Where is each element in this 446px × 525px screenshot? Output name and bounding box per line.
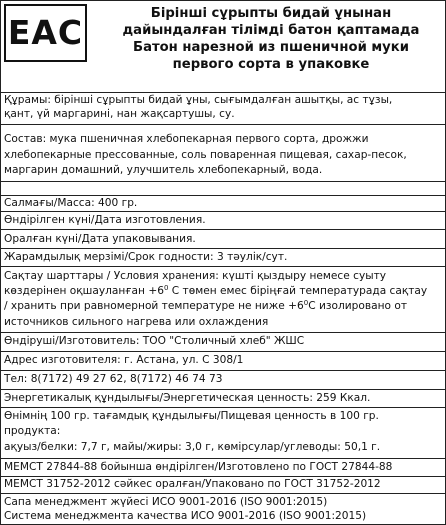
composition-kz-line-2: қант, үй маргарині, нан жақсартушы, су. [4,107,235,120]
storage-line-4: источников сильного нагрева или охлаждения [4,315,269,328]
storage-line-2-b: С төмен емес біріңғай температурада сақтау [168,285,428,298]
energy-row [1,390,445,408]
phone-row [1,371,445,390]
shelf-life-row [1,248,445,267]
address-row [1,352,445,371]
production-date-row [1,212,445,230]
storage-line-2-a: көздерінен оқшауланған +6 [4,285,164,298]
title-kz-line-2: дайындалған тілімді батон қаптамада [122,23,420,38]
composition-ru-line-1: Состав: мука пшеничная хлебопекарная первого сорта, дрожжи [4,133,369,145]
packing-date-text: Оралған күні/Дата упаковывания. [4,233,196,245]
product-title [97,5,445,73]
composition-ru-line-2: хлебопекарные прессованные, соль поваренная пищевая, сахар-песок, [4,148,407,161]
label-header [1,1,445,93]
nutrition-line-2: продукта: [4,425,61,438]
packing-date-row [1,230,445,248]
gost-production-text: МЕМСТ 27844-88 бойынша өндірілген/Изготовлено по ГОСТ 27844-88 [4,461,393,473]
nutrition-row [1,408,445,459]
title-ru-line-1: Батон нарезной из пшеничной муки [133,40,409,55]
quality-line-1: Сапа менеджмент жүйесі ИСО 9001-2016 (ISO 9001:2015) [4,496,328,508]
nutrition-line-3: ақуыз/белки: 7,7 г, майы/жиры: 3,0 г, көмірсулар/углеводы: 50,1 г. [4,440,381,453]
phone-text: Тел: 8(7172) 49 27 62, 8(7172) 46 74 73 [4,373,223,385]
quality-row [1,494,445,524]
storage-row [1,267,445,333]
production-date-text: Өндірілген күні/Дата изготовления. [4,214,206,226]
title-kz-line-1: Бірінші сұрыпты бидай ұнынан [150,6,392,21]
storage-line-1: Сақтау шарттары / Условия хранения: күшті қыздыру немесе суыту [4,270,387,282]
gost-packing-text: МЕМСТ 31752-2012 сәйкес оралған/Упаковано по ГОСТ 31752-2012 [4,478,381,490]
composition-kz [1,92,445,125]
gost-production-row [1,459,445,477]
storage-line-3-b: С изолировано от [308,300,408,313]
composition-kz-line-1: Құрамы: бірінші сұрыпты бидай ұны, сығымдалған ашытқы, ас тұзы, [4,94,393,106]
nutrition-line-1: Өнімнің 100 гр. тағамдық құндылығы/Пищевая ценность в 100 гр. [4,410,379,422]
composition-ru-line-3: маргарин домашний, улучшитель хлебопекарный, вода. [4,164,323,176]
weight-text: Салмағы/Масса: 400 гр. [4,197,138,209]
manufacturer-row [1,333,445,352]
storage-line-3 [4,299,443,314]
gost-packing-row [1,477,445,494]
title-ru-line-2: первого сорта в упаковке [172,57,370,72]
storage-line-3-a: / хранить при равномерной температуре не ниже +6 [4,300,304,313]
degree-sup-2: 0 [303,299,309,308]
composition-ru [1,125,445,182]
manufacturer-text: Өндіруші/Изготовитель: ТОО "Столичный хлеб" ЖШС [4,335,305,347]
energy-text: Энергетикалық құндылығы/Энергетическая ценность: 259 Ккал. [4,392,371,404]
storage-line-2 [4,284,443,299]
quality-line-2: Система менеджмента качества ИСО 9001-2016 (ISO 9001:2015) [4,510,367,523]
weight-row [1,195,445,212]
degree-sup-1: 0 [163,284,169,293]
address-text: Адрес изготовителя: г. Астана, ул. С 308/1 [4,354,244,366]
eac-logo: EAC [4,4,87,62]
shelf-life-text: Жарамдылық мерзімі/Срок годности: 3 тәулік/сут. [4,251,288,263]
